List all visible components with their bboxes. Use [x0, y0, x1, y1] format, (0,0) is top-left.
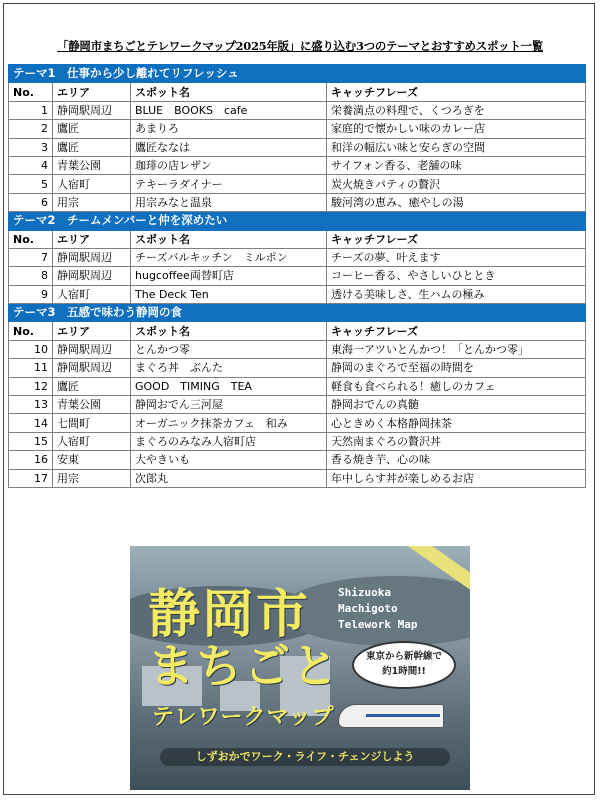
column-header-no: No. — [9, 230, 53, 248]
column-header-phrase: キャッチフレーズ — [327, 322, 586, 340]
spot-name: 大やきいも — [131, 451, 327, 469]
poster-slogan: しずおかでワーク・ライフ・チェンジしよう — [160, 748, 450, 766]
spot-number: 1 — [9, 101, 53, 119]
spot-area: 用宗 — [53, 193, 131, 211]
spot-phrase: 天然南まぐろの贅沢丼 — [327, 432, 586, 450]
column-header-spot: スポット名 — [131, 230, 327, 248]
column-header-no: No. — [9, 83, 53, 101]
column-header-area: エリア — [53, 230, 131, 248]
spot-number: 7 — [9, 248, 53, 266]
spot-phrase: 心ときめく本格静岡抹茶 — [327, 414, 586, 432]
column-header-phrase: キャッチフレーズ — [327, 230, 586, 248]
table-row — [9, 156, 586, 174]
spot-name: まぐろ丼 ぶんた — [131, 359, 327, 377]
spot-phrase: 炭火焼きパティの贅沢 — [327, 175, 586, 193]
spot-area: 静岡駅周辺 — [53, 101, 131, 119]
spot-name: まぐろのみなみ人宿町店 — [131, 432, 327, 450]
spot-number: 10 — [9, 340, 53, 358]
spot-phrase: 静岡のまぐろで至福の時間を — [327, 359, 586, 377]
spot-area: 鷹匠 — [53, 120, 131, 138]
spot-area: 安東 — [53, 451, 131, 469]
column-header-area: エリア — [53, 322, 131, 340]
spot-area: 用宗 — [53, 469, 131, 487]
table-row — [9, 175, 586, 193]
spot-area: 青葉公園 — [53, 156, 131, 174]
spot-table — [8, 64, 586, 488]
spot-area: 静岡駅周辺 — [53, 248, 131, 266]
table-row — [9, 469, 586, 487]
spot-phrase: 栄養満点の料理で、くつろぎを — [327, 101, 586, 119]
poster-title-line2: まちごと — [148, 639, 340, 693]
spot-phrase: コーヒー香る、やさしいひととき — [327, 267, 586, 285]
column-header-phrase: キャッチフレーズ — [327, 83, 586, 101]
poster-subtitle: テレワークマップ — [152, 705, 335, 730]
spot-phrase: 静岡おでんの真髄 — [327, 396, 586, 414]
spot-name: 鷹匠ななは — [131, 138, 327, 156]
spot-name: 次郎丸 — [131, 469, 327, 487]
poster-english-line3: Telework Map — [338, 618, 418, 631]
page-title: 「静岡市まちごとテレワークマップ2025年版」に盛り込む3つのテーマとおすすめスポット一覧 — [57, 39, 543, 53]
poster-title-line1: 静岡市 — [148, 585, 311, 645]
table-row — [9, 432, 586, 450]
table-row — [9, 285, 586, 303]
table-row — [9, 396, 586, 414]
spot-name: あまりろ — [131, 120, 327, 138]
spot-area: 静岡駅周辺 — [53, 359, 131, 377]
spot-phrase: 東海一アツいとんかつ！「とんかつ零」 — [327, 340, 586, 358]
column-header-area: エリア — [53, 83, 131, 101]
table-row — [9, 193, 586, 211]
poster-speech-bubble — [352, 641, 456, 689]
spot-phrase: チーズの夢、叶えます — [327, 248, 586, 266]
spot-number: 6 — [9, 193, 53, 211]
table-row — [9, 340, 586, 358]
spot-phrase: 透ける美味しさ、生ハムの極み — [327, 285, 586, 303]
spot-name: 用宗みなと温泉 — [131, 193, 327, 211]
theme-header-row — [9, 304, 586, 322]
column-header-spot: スポット名 — [131, 322, 327, 340]
table-row — [9, 120, 586, 138]
column-header-row — [9, 322, 586, 340]
spot-phrase: 年中しらす丼が楽しめるお店 — [327, 469, 586, 487]
bubble-line2: 約1時間!! — [382, 666, 426, 677]
spot-area: 人宿町 — [53, 432, 131, 450]
spot-area: 鷹匠 — [53, 138, 131, 156]
spot-number: 14 — [9, 414, 53, 432]
spot-number: 17 — [9, 469, 53, 487]
theme-header-row — [9, 65, 586, 83]
table-row — [9, 451, 586, 469]
theme-title: テーマ3 五感で味わう静岡の食 — [9, 304, 586, 322]
spot-name: hugcoffee両替町店 — [131, 267, 327, 285]
spot-phrase: 軽食も食べられる！癒しのカフェ — [327, 377, 586, 395]
spot-area: 青葉公園 — [53, 396, 131, 414]
theme-header-row — [9, 212, 586, 230]
spot-name: BLUE BOOKS cafe — [131, 101, 327, 119]
spot-number: 16 — [9, 451, 53, 469]
telework-map-poster — [130, 546, 470, 790]
spot-number: 4 — [9, 156, 53, 174]
spot-number: 11 — [9, 359, 53, 377]
spot-phrase: 香る焼き芋、心の味 — [327, 451, 586, 469]
column-header-no: No. — [9, 322, 53, 340]
theme-title: テーマ1 仕事から少し離れてリフレッシュ — [9, 65, 586, 83]
poster-english-line1: Shizuoka — [338, 586, 391, 599]
spot-phrase: 和洋の幅広い味と安らぎの空間 — [327, 138, 586, 156]
spot-number: 8 — [9, 267, 53, 285]
spot-number: 12 — [9, 377, 53, 395]
spot-number: 13 — [9, 396, 53, 414]
spot-name: テキーラダイナー — [131, 175, 327, 193]
poster-english-line2: Machigoto — [338, 602, 398, 615]
spot-phrase: 駿河湾の恵み、癒やしの湯 — [327, 193, 586, 211]
theme-title: テーマ2 チームメンバーと仲を深めたい — [9, 212, 586, 230]
column-header-spot: スポット名 — [131, 83, 327, 101]
table-row — [9, 267, 586, 285]
spot-name: オーガニック抹茶カフェ 和み — [131, 414, 327, 432]
spot-number: 3 — [9, 138, 53, 156]
table-row — [9, 101, 586, 119]
spot-area: 人宿町 — [53, 285, 131, 303]
spot-name: The Deck Ten — [131, 285, 327, 303]
table-row — [9, 377, 586, 395]
spot-area: 静岡駅周辺 — [53, 340, 131, 358]
shinkansen-stripe — [366, 714, 440, 717]
spot-number: 2 — [9, 120, 53, 138]
spot-phrase: サイフォン香る、老舗の味 — [327, 156, 586, 174]
column-header-row — [9, 230, 586, 248]
spot-name: とんかつ零 — [131, 340, 327, 358]
table-row — [9, 138, 586, 156]
spot-area: 鷹匠 — [53, 377, 131, 395]
bubble-line1: 東京から新幹線で — [365, 651, 442, 662]
spot-name: 静岡おでん三河屋 — [131, 396, 327, 414]
table-row — [9, 414, 586, 432]
spot-area: 人宿町 — [53, 175, 131, 193]
spot-number: 9 — [9, 285, 53, 303]
column-header-row — [9, 83, 586, 101]
spot-area: 静岡駅周辺 — [53, 267, 131, 285]
spot-area: 七間町 — [53, 414, 131, 432]
spot-number: 5 — [9, 175, 53, 193]
table-row — [9, 248, 586, 266]
spot-phrase: 家庭的で懐かしい味のカレー店 — [327, 120, 586, 138]
table-row — [9, 359, 586, 377]
spot-number: 15 — [9, 432, 53, 450]
spot-name: チーズバルキッチン ミルポン — [131, 248, 327, 266]
spot-name: 珈琲の店レザン — [131, 156, 327, 174]
spot-name: GOOD TIMING TEA — [131, 377, 327, 395]
